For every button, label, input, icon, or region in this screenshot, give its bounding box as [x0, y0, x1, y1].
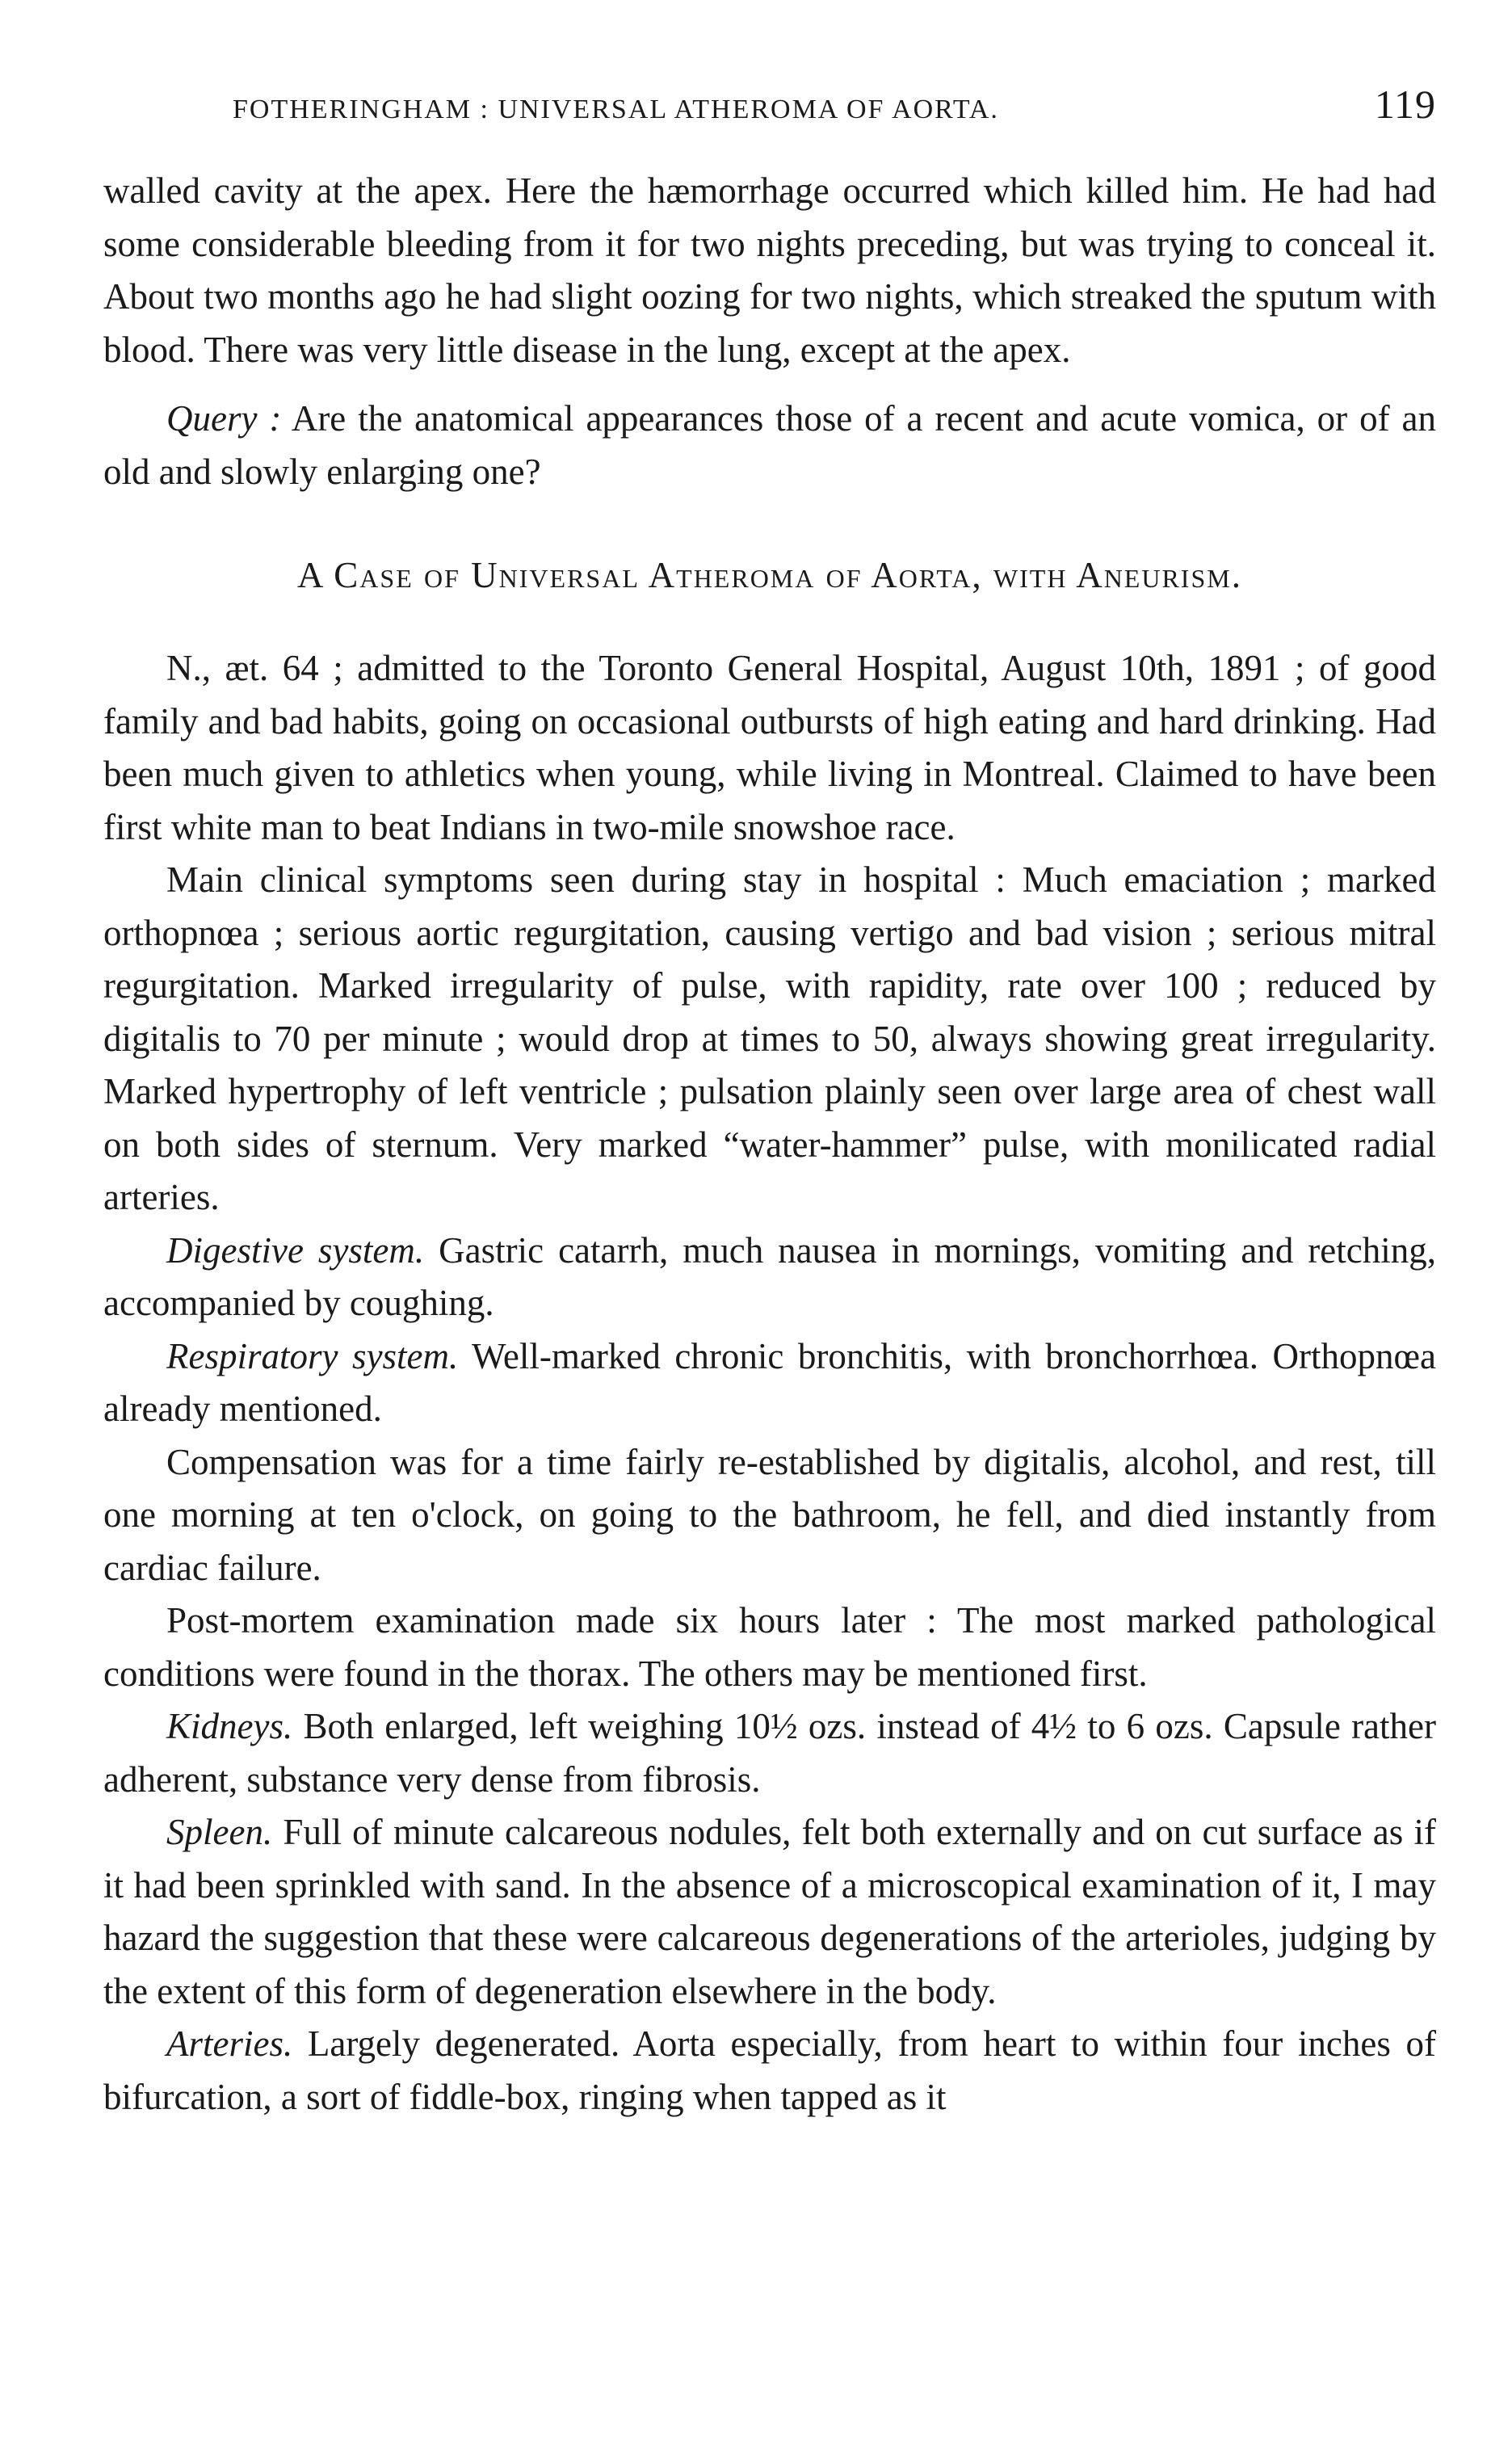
paragraph-lead: Arteries.: [166, 2023, 293, 2064]
paragraph-text: Post-mortem examination made six hours later : The most marked pathological conditions were found in the thorax. The others may be mentioned first.: [103, 1600, 1436, 1694]
paragraph-lead: Spleen.: [166, 1812, 273, 1852]
section-heading: A Case of Universal Atheroma of Aorta, with Aneurism.: [297, 555, 1242, 595]
paragraph-text: Well-marked chronic bronchitis, with bronchorrhœa. Orthopnœa already mentioned.: [103, 1335, 1436, 1429]
running-title: FOTHERINGHAM : UNIVERSAL ATHEROMA OF AORTA.: [233, 95, 999, 124]
paragraph-digestive-system: [103, 1225, 1436, 1330]
paragraph-post-mortem: [103, 1595, 1436, 1700]
paragraph-text: Are the anatomical appearances those of a recent and acute vomica, or of an old and slowly enlarging one?: [103, 398, 1436, 492]
paragraph-lead: Respiratory system.: [166, 1335, 459, 1376]
paragraph-text: Compensation was for a time fairly re-established by digitalis, alcohol, and rest, till one morning at ten o'clock, on going to the bathroom, he fell, and died instantly from cardiac failure.: [103, 1441, 1436, 1588]
paragraph-lead: Kidneys.: [166, 1706, 293, 1746]
page-number: 119: [1374, 82, 1436, 127]
paragraph-query: [103, 393, 1436, 498]
paragraph-text: Full of minute calcareous nodules, felt both externally and on cut surface as if it had been sprinkled with sand. In the absence of a microscopical examination of it, I may hazard the suggestion that these were calcareous degenerations of the arterioles, judging by the extent of this form of degeneration elsewhere in the body.: [103, 1812, 1436, 2011]
paragraph-arteries: [103, 2018, 1436, 2124]
paragraph-text: walled cavity at the apex. Here the hæmorrhage occurred which killed him. He had had some considerable bleeding from it for two nights preceding, but was trying to conceal it. About two months ago he had slight oozing for two nights, which streaked the sputum with blood. There was very little disease in the lung, except at the apex.: [103, 170, 1436, 370]
paragraph-continued: [103, 165, 1436, 376]
paragraph-compensation: [103, 1436, 1436, 1595]
paragraph-symptoms: [103, 854, 1436, 1225]
paragraph-text: Largely degenerated. Aorta especially, from heart to within four inches of bifurcation, a sort of fiddle-box, ringing when tapped as it: [103, 2023, 1436, 2117]
paragraph-text: Both enlarged, left weighing 10½ ozs. instead of 4½ to 6 ozs. Capsule rather adherent, substance very dense from fibrosis.: [103, 1706, 1436, 1800]
book-page: [103, 81, 1436, 2124]
paragraph-case-intro: [103, 642, 1436, 854]
paragraph-text: Gastric catarrh, much nausea in mornings, vomiting and retching, accompanied by coughing.: [103, 1229, 1436, 1323]
paragraph-text: Main clinical symptoms seen during stay in hospital : Much emaciation ; marked orthopnœa ; serious aortic regurgitation, causing vertigo and bad vision ; serious mitral regurgitation. Marked irregularity of pulse, with rapidity, rate over 100 ; reduced by digitalis to 70 per minute ; would drop at times to 50, always showing great irregularity. Marked hypertrophy of left ventricle ; pulsation plainly seen over large area of chest wall on both sides of sternum. Very marked “water-hammer” pulse, with monilicated radial arteries.: [103, 859, 1436, 1217]
paragraph-kidneys: [103, 1700, 1436, 1806]
paragraph-lead: Digestive system.: [166, 1229, 425, 1271]
running-head: [103, 81, 1436, 128]
paragraph-respiratory-system: [103, 1330, 1436, 1436]
paragraph-lead: Query :: [166, 398, 282, 439]
paragraph-spleen: [103, 1806, 1436, 2018]
paragraph-text: N., æt. 64 ; admitted to the Toronto General Hospital, August 10th, 1891 ; of good family and bad habits, going on occasional outbursts of high eating and hard drinking. Had been much given to athletics when young, while living in Montreal. Claimed to have been first white man to beat Indians in two-mile snowshoe race.: [103, 648, 1436, 847]
